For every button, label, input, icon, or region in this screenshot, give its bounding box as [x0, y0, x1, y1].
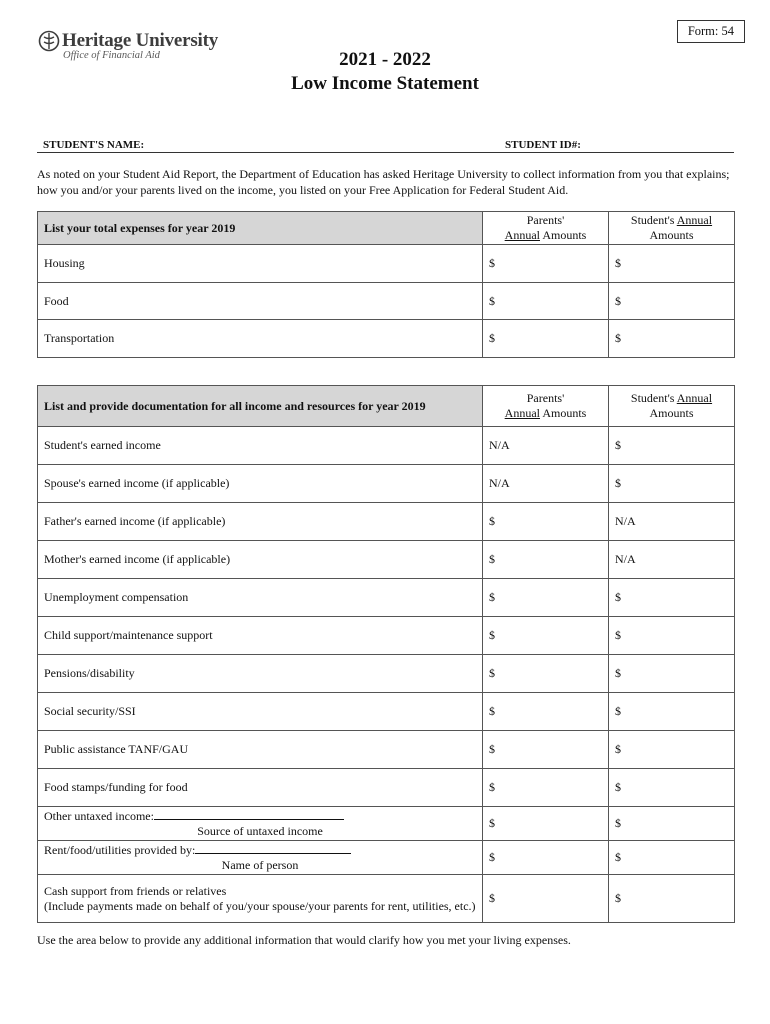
income-label: Child support/maintenance support	[38, 617, 483, 655]
student-amount-field[interactable]: $	[609, 693, 735, 731]
student-amount-field[interactable]: $	[609, 283, 735, 320]
expenses-table	[37, 211, 735, 358]
cash-support-row	[38, 875, 735, 923]
expense-label: Food	[38, 283, 483, 320]
table-row	[38, 503, 735, 541]
logo-subtitle: Office of Financial Aid	[63, 50, 160, 61]
parents-amount-field[interactable]: N/A	[483, 427, 609, 465]
income-label: Spouse's earned income (if applicable)	[38, 465, 483, 503]
table-row	[38, 769, 735, 807]
student-amount-field[interactable]: $	[609, 245, 735, 283]
parents-amount-field[interactable]: $	[483, 841, 609, 875]
logo-name: Heritage University	[62, 30, 219, 51]
income-label: Social security/SSI	[38, 693, 483, 731]
income-label: Food stamps/funding for food	[38, 769, 483, 807]
parents-amount-field[interactable]: $	[483, 655, 609, 693]
income-label: Father's earned income (if applicable)	[38, 503, 483, 541]
parents-amount-field[interactable]: $	[483, 541, 609, 579]
table-row	[38, 693, 735, 731]
title-year: 2021 - 2022	[339, 49, 431, 70]
student-info-row	[37, 138, 734, 153]
parents-amount-field[interactable]: $	[483, 617, 609, 655]
student-name-label: STUDENT'S NAME:	[43, 139, 145, 151]
provided-by-row	[38, 841, 735, 875]
student-annual-header	[609, 386, 735, 427]
table-row	[38, 465, 735, 503]
student-header-prefix: Student's	[630, 391, 677, 405]
student-amount-field[interactable]: $	[609, 320, 735, 358]
student-amount-field[interactable]: $	[609, 731, 735, 769]
student-amount-field[interactable]: $	[609, 655, 735, 693]
additional-info-instruction: Use the area below to provide any additional information that would clarify how you met your living expenses.	[37, 933, 571, 947]
parents-amount-field[interactable]: $	[483, 283, 609, 320]
table-row	[38, 617, 735, 655]
parents-amount-field[interactable]: $	[483, 807, 609, 841]
income-label: Mother's earned income (if applicable)	[38, 541, 483, 579]
student-header-amounts: Amounts	[649, 406, 694, 420]
parents-header-annual: Annual	[504, 406, 540, 420]
parents-annual-header	[483, 212, 609, 245]
student-amount-field[interactable]: $	[609, 465, 735, 503]
table-row	[38, 731, 735, 769]
other-untaxed-cell	[38, 807, 483, 841]
income-label: Public assistance TANF/GAU	[38, 731, 483, 769]
income-table	[37, 385, 735, 923]
parents-amount-field[interactable]: $	[483, 245, 609, 283]
income-label: Pensions/disability	[38, 655, 483, 693]
student-amount-field[interactable]: $	[609, 769, 735, 807]
parents-amount-field[interactable]: N/A	[483, 465, 609, 503]
income-heading: List and provide documentation for all income and resources for year 2019	[38, 386, 483, 427]
cash-support-label: Cash support from friends or relatives	[44, 883, 227, 898]
table-row	[38, 320, 735, 358]
table-row	[38, 283, 735, 320]
other-untaxed-row	[38, 807, 735, 841]
parents-amount-field[interactable]: $	[483, 731, 609, 769]
table-row	[38, 655, 735, 693]
parents-header-amounts: Amounts	[539, 406, 587, 420]
title-name: Low Income Statement	[291, 73, 479, 94]
page-title	[0, 48, 770, 96]
student-id-label: STUDENT ID#:	[505, 139, 581, 151]
income-label: Unemployment compensation	[38, 579, 483, 617]
income-header-row	[38, 386, 735, 427]
student-header-prefix: Student's	[630, 213, 677, 227]
student-amount-field[interactable]: N/A	[609, 503, 735, 541]
student-header-amounts: Amounts	[649, 228, 694, 242]
provided-by-label: Rent/food/utilities provided by:	[44, 842, 196, 857]
provided-by-sublabel: Name of person	[221, 857, 299, 872]
parents-header-line1: Parents'	[526, 391, 565, 405]
other-untaxed-input-line[interactable]	[154, 818, 344, 820]
income-label: Student's earned income	[38, 427, 483, 465]
other-untaxed-sublabel: Source of untaxed income	[197, 823, 323, 838]
expenses-heading: List your total expenses for year 2019	[38, 212, 483, 245]
intro-paragraph: As noted on your Student Aid Report, the Department of Education has asked Heritage University to collect information from you that explains; how you and/or your parents lived on the income, you listed on your Free Application for Federal Student Aid.	[37, 167, 730, 197]
parents-amount-field[interactable]: $	[483, 579, 609, 617]
parents-header-amounts: Amounts	[539, 228, 587, 242]
student-header-annual: Annual	[676, 391, 713, 405]
parents-annual-header	[483, 386, 609, 427]
form-number-box: Form: 54	[677, 20, 745, 43]
student-amount-field[interactable]: $	[609, 841, 735, 875]
parents-amount-field[interactable]: $	[483, 769, 609, 807]
table-row	[38, 579, 735, 617]
student-amount-field[interactable]: $	[609, 427, 735, 465]
student-amount-field[interactable]: $	[609, 807, 735, 841]
parents-amount-field[interactable]: $	[483, 320, 609, 358]
cash-support-cell	[38, 875, 483, 923]
student-amount-field[interactable]: $	[609, 579, 735, 617]
cash-support-note: (Include payments made on behalf of you/your spouse/your parents for rent, utilities, etc.)	[44, 898, 476, 913]
table-row	[38, 245, 735, 283]
expense-label: Housing	[38, 245, 483, 283]
parents-header-annual: Annual	[504, 228, 540, 242]
table-row	[38, 427, 735, 465]
expense-label: Transportation	[38, 320, 483, 358]
parents-amount-field[interactable]: $	[483, 693, 609, 731]
provided-by-cell	[38, 841, 483, 875]
parents-amount-field[interactable]: $	[483, 503, 609, 541]
student-amount-field[interactable]: N/A	[609, 541, 735, 579]
parents-amount-field[interactable]: $	[483, 875, 609, 923]
student-amount-field[interactable]: $	[609, 875, 735, 923]
other-untaxed-label: Other untaxed income:	[44, 808, 154, 823]
provided-by-input-line[interactable]	[195, 852, 351, 854]
student-amount-field[interactable]: $	[609, 617, 735, 655]
table-row	[38, 541, 735, 579]
student-annual-header	[609, 212, 735, 245]
parents-header-line1: Parents'	[526, 213, 565, 227]
student-header-annual: Annual	[676, 213, 713, 227]
expenses-header-row	[38, 212, 735, 245]
